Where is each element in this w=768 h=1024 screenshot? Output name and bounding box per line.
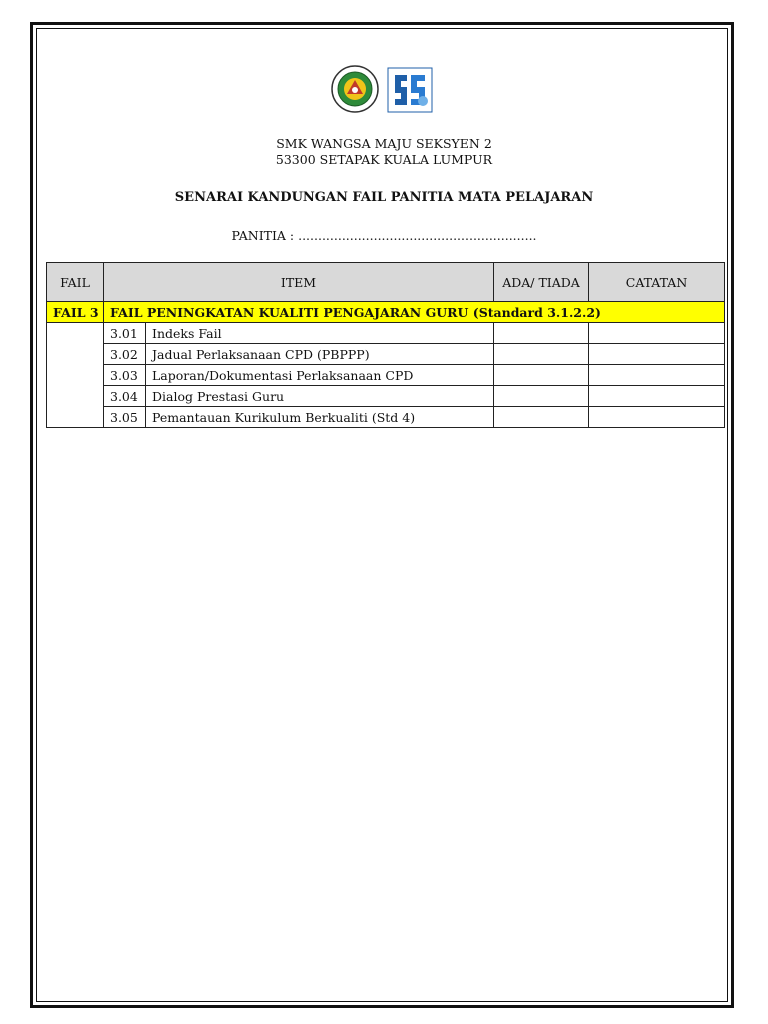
panitia-line <box>0 228 768 243</box>
table-row <box>47 344 725 365</box>
note-cell[interactable] <box>589 365 725 386</box>
item-name: Jadual Perlaksanaan CPD (PBPPP) <box>146 344 494 365</box>
note-cell[interactable] <box>589 386 725 407</box>
document-title: SENARAI KANDUNGAN FAIL PANITIA MATA PELAJARAN <box>174 190 594 205</box>
table-row <box>47 386 725 407</box>
school-name: SMK WANGSA MAJU SEKSYEN 2 <box>276 136 492 151</box>
school-crest-icon <box>330 64 380 114</box>
school-address: 53300 SETAPAK KUALA LUMPUR <box>275 152 493 167</box>
column-header-item: ITEM <box>104 263 494 302</box>
column-header-status: ADA/ TIADA <box>494 263 589 302</box>
item-number: 3.05 <box>104 407 146 428</box>
status-cell[interactable] <box>494 365 589 386</box>
status-cell[interactable] <box>494 344 589 365</box>
note-cell[interactable] <box>589 344 725 365</box>
logo-group <box>330 64 440 116</box>
status-cell[interactable] <box>494 386 589 407</box>
item-name: Dialog Prestasi Guru <box>146 386 494 407</box>
item-name: Pemantauan Kurikulum Berkualiti (Std 4) <box>146 407 494 428</box>
item-name: Laporan/Dokumentasi Perlaksanaan CPD <box>146 365 494 386</box>
school-info <box>0 136 768 168</box>
table-header-row <box>47 263 725 302</box>
page-border-inner <box>36 28 728 1002</box>
column-header-notes: CATATAN <box>589 263 725 302</box>
status-cell[interactable] <box>494 323 589 344</box>
column-header-fail: FAIL <box>47 263 104 302</box>
ministry-logo-icon <box>387 67 433 113</box>
section-fail-label: FAIL 3 <box>47 302 104 323</box>
section-row <box>47 302 725 323</box>
note-cell[interactable] <box>589 323 725 344</box>
note-cell[interactable] <box>589 407 725 428</box>
fail-cell-empty <box>47 323 104 428</box>
item-number: 3.04 <box>104 386 146 407</box>
panitia-label: PANITIA : <box>231 228 295 243</box>
table-row <box>47 323 725 344</box>
item-number: 3.02 <box>104 344 146 365</box>
panitia-value: ............................................................ <box>298 228 537 243</box>
item-number: 3.01 <box>104 323 146 344</box>
item-name: Indeks Fail <box>146 323 494 344</box>
item-number: 3.03 <box>104 365 146 386</box>
status-cell[interactable] <box>494 407 589 428</box>
section-title: FAIL PENINGKATAN KUALITI PENGAJARAN GURU (Standard 3.1.2.2) <box>104 302 725 323</box>
contents-table <box>46 262 725 428</box>
page-border <box>30 22 734 1008</box>
table-row <box>47 365 725 386</box>
table-row <box>47 407 725 428</box>
